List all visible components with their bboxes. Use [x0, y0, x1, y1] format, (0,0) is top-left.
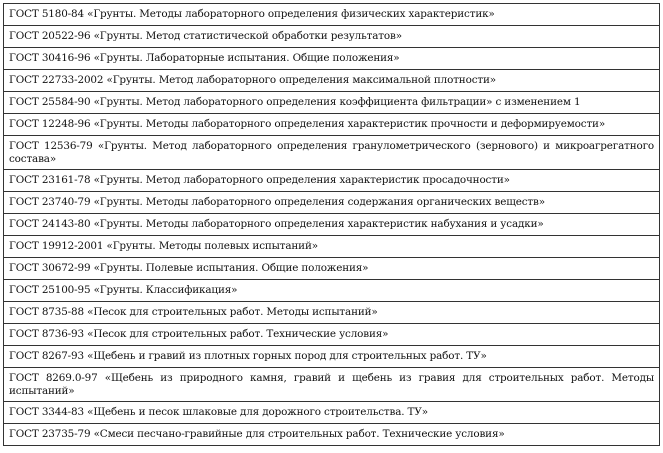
standard-cell: ГОСТ 25584-90 «Грунты. Метод лабораторного определения коэффициента фильтрации» с изменением 1 — [4, 92, 660, 114]
standard-cell: ГОСТ 8736-93 «Песок для строительных работ. Технические условия» — [4, 324, 660, 346]
table-row — [4, 92, 660, 114]
table-row — [4, 170, 660, 192]
standard-cell: ГОСТ 23735-79 «Смеси песчано-гравийные для строительных работ. Технические условия» — [4, 424, 660, 446]
table-row — [4, 368, 660, 402]
standard-cell: ГОСТ 19912-2001 «Грунты. Методы полевых испытаний» — [4, 236, 660, 258]
standard-cell: ГОСТ 20522-96 «Грунты. Метод статистической обработки результатов» — [4, 26, 660, 48]
standard-cell: ГОСТ 30672-99 «Грунты. Полевые испытания. Общие положения» — [4, 258, 660, 280]
table-row — [4, 136, 660, 170]
table-row — [4, 346, 660, 368]
standard-cell: ГОСТ 23161-78 «Грунты. Метод лабораторного определения характеристик просадочности» — [4, 170, 660, 192]
table-row — [4, 302, 660, 324]
standard-cell: ГОСТ 5180-84 «Грунты. Методы лабораторного определения физических характеристик» — [4, 4, 660, 26]
table-row — [4, 26, 660, 48]
standard-cell: ГОСТ 24143-80 «Грунты. Методы лабораторного определения характеристик набухания и усадки» — [4, 214, 660, 236]
table-row — [4, 4, 660, 26]
table-row — [4, 324, 660, 346]
table-row — [4, 280, 660, 302]
standard-cell: ГОСТ 8267-93 «Щебень и гравий из плотных горных пород для строительных работ. ТУ» — [4, 346, 660, 368]
standard-cell: ГОСТ 30416-96 «Грунты. Лабораторные испытания. Общие положения» — [4, 48, 660, 70]
table-row — [4, 424, 660, 446]
table-row — [4, 214, 660, 236]
standard-cell: ГОСТ 25100-95 «Грунты. Классификация» — [4, 280, 660, 302]
standard-cell: ГОСТ 23740-79 «Грунты. Методы лабораторного определения содержания органических веществ» — [4, 192, 660, 214]
standard-cell: ГОСТ 3344-83 «Щебень и песок шлаковые для дорожного строительства. ТУ» — [4, 402, 660, 424]
standards-table-body — [4, 4, 660, 446]
standard-cell: ГОСТ 12536-79 «Грунты. Метод лабораторного определения гранулометрического (зернового) и микроагрегатного состава» — [4, 136, 660, 170]
standard-cell: ГОСТ 12248-96 «Грунты. Методы лабораторного определения характеристик прочности и деформируемости» — [4, 114, 660, 136]
table-row — [4, 402, 660, 424]
table-row — [4, 258, 660, 280]
table-row — [4, 48, 660, 70]
table-row — [4, 236, 660, 258]
standard-cell: ГОСТ 8735-88 «Песок для строительных работ. Методы испытаний» — [4, 302, 660, 324]
standard-cell: ГОСТ 22733-2002 «Грунты. Метод лабораторного определения максимальной плотности» — [4, 70, 660, 92]
table-row — [4, 192, 660, 214]
standards-table — [3, 3, 660, 446]
table-row — [4, 114, 660, 136]
table-row — [4, 70, 660, 92]
standard-cell: ГОСТ 8269.0-97 «Щебень из природного камня, гравий и щебень из гравия для строительных работ. Методы испытаний» — [4, 368, 660, 402]
